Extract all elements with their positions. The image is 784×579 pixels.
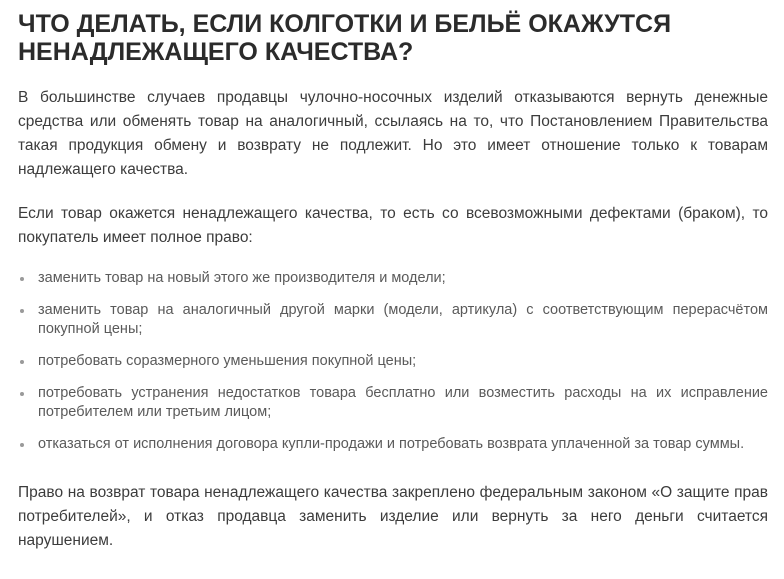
bullet-icon (20, 443, 24, 447)
bullet-icon (20, 360, 24, 364)
list-item (18, 435, 768, 454)
list-item-text: потребовать устранения недостатков товара бесплатно или возместить расходы на их исправление потребителем или третьим лицом; (38, 385, 768, 420)
rights-intro-paragraph: Если товар окажется ненадлежащего качества, то есть со всевозможными дефектами (браком), то покупатель имеет полное право: (18, 205, 768, 246)
list-item-text: отказаться от исполнения договора купли-продажи и потребовать возврата уплаченной за товар суммы. (38, 436, 745, 452)
bullet-icon (20, 277, 24, 281)
list-item-text: заменить товар на аналогичный другой марки (модели, артикула) с соответствующим перерасчётом покупной цены; (38, 302, 768, 337)
list-item-text: потребовать соразмерного уменьшения покупной цены; (38, 353, 417, 369)
list-item-text: заменить товар на новый этого же производителя и модели; (38, 270, 446, 286)
list-item (18, 269, 768, 288)
list-item (18, 384, 768, 422)
list-item (18, 301, 768, 339)
closing-paragraph: Право на возврат товара ненадлежащего качества закреплено федеральным законом «О защите прав потребителей», и отказ продавца заменить изделие или вернуть за него деньги считается нарушением. (18, 484, 768, 549)
article-heading: ЧТО ДЕЛАТЬ, ЕСЛИ КОЛГОТКИ И БЕЛЬЁ ОКАЖУТСЯ НЕНАДЛЕЖАЩЕГО КАЧЕСТВА? (18, 10, 672, 66)
bullet-icon (20, 392, 24, 396)
intro-paragraph: В большинстве случаев продавцы чулочно-носочных изделий отказываются вернуть денежные средства или обменять товар на аналогичный, ссылаясь на то, что Постановлением Правительства такая продукция обмену и возврату не подлежит. Но это имеет отношение только к товарам надлежащего качества. (18, 89, 768, 178)
article (18, 10, 768, 553)
rights-list (18, 269, 768, 454)
bullet-icon (20, 309, 24, 313)
list-item (18, 352, 768, 371)
